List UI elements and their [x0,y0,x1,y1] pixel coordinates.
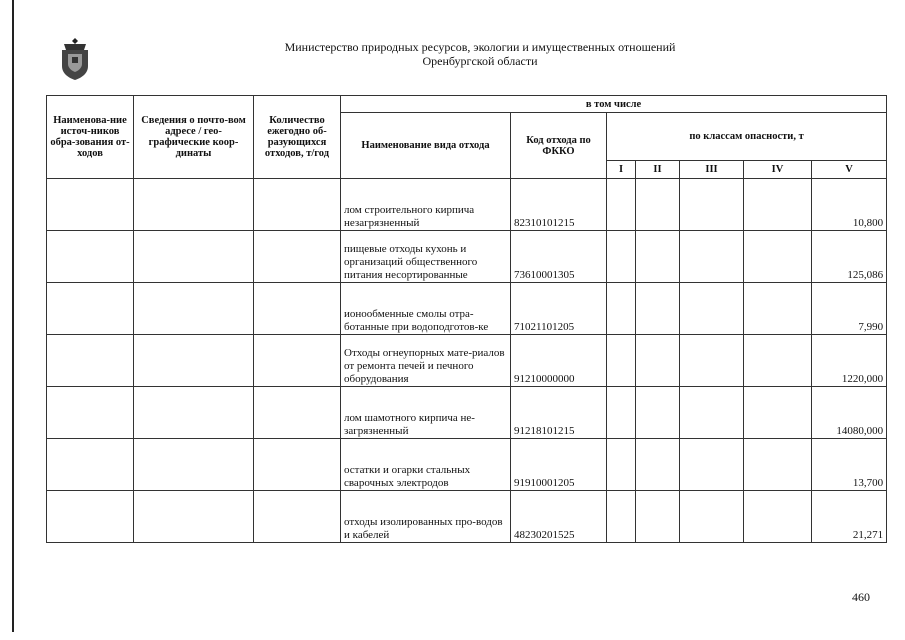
header-hazard-classes: по классам опасности, т [607,113,887,161]
header-including: в том числе [341,96,887,113]
table-row [47,231,887,283]
header-class-4: IV [744,161,812,179]
class-5-cell: 13,700 [812,439,887,491]
waste-name-cell: лом шамотного кирпича не-загрязненный [341,387,511,439]
class-5-cell: 14080,000 [812,387,887,439]
region-name: Оренбургской области [422,54,538,68]
header-fkko-code: Код отхода по ФККО [511,113,607,179]
class-5-cell: 7,990 [812,283,887,335]
table-row [47,439,887,491]
fkko-code-cell: 71021101205 [511,283,607,335]
table-row [47,491,887,543]
class-5-cell: 1220,000 [812,335,887,387]
class-5-cell: 21,271 [812,491,887,543]
header-quantity: Количество ежегодно об-разующихся отходов, т/год [254,96,341,179]
ministry-name: Министерство природных ресурсов, экологии и имущественных отношений [284,40,676,54]
header-class-1: I [607,161,636,179]
class-5-cell: 125,086 [812,231,887,283]
fkko-code-cell: 91910001205 [511,439,607,491]
document-header [200,40,760,68]
header-class-5: V [812,161,887,179]
waste-name-cell: пищевые отходы кухонь и организаций общественного питания несортированные [341,231,511,283]
page-number: 460 [852,590,870,604]
waste-table [46,95,887,543]
table-row [47,335,887,387]
fkko-code-cell: 91218101215 [511,387,607,439]
class-5-cell: 10,800 [812,179,887,231]
header-class-3: III [680,161,744,179]
waste-name-cell: Отходы огнеупорных мате-риалов от ремонта печей и печного оборудования [341,335,511,387]
waste-name-cell: лом строительного кирпича незагрязненный [341,179,511,231]
fkko-code-cell: 82310101215 [511,179,607,231]
waste-name-cell: ионообменные смолы отра-ботанные при водоподготов-ке [341,283,511,335]
header-waste-name: Наименование вида отхода [341,113,511,179]
fkko-code-cell: 73610001305 [511,231,607,283]
waste-name-cell: отходы изолированных про-водов и кабелей [341,491,511,543]
header-class-2: II [636,161,680,179]
header-source-name: Наименова-ние источ-ников обра-зования от-ходов [47,96,134,179]
header-address: Сведения о почто-вом адресе / гео-графические коор-динаты [134,96,254,179]
fkko-code-cell: 91210000000 [511,335,607,387]
table-row [47,387,887,439]
table-row [47,283,887,335]
table-row [47,179,887,231]
coat-of-arms-icon [58,36,92,82]
waste-name-cell: остатки и огарки стальных сварочных электродов [341,439,511,491]
fkko-code-cell: 48230201525 [511,491,607,543]
page-margin-line [12,0,14,632]
